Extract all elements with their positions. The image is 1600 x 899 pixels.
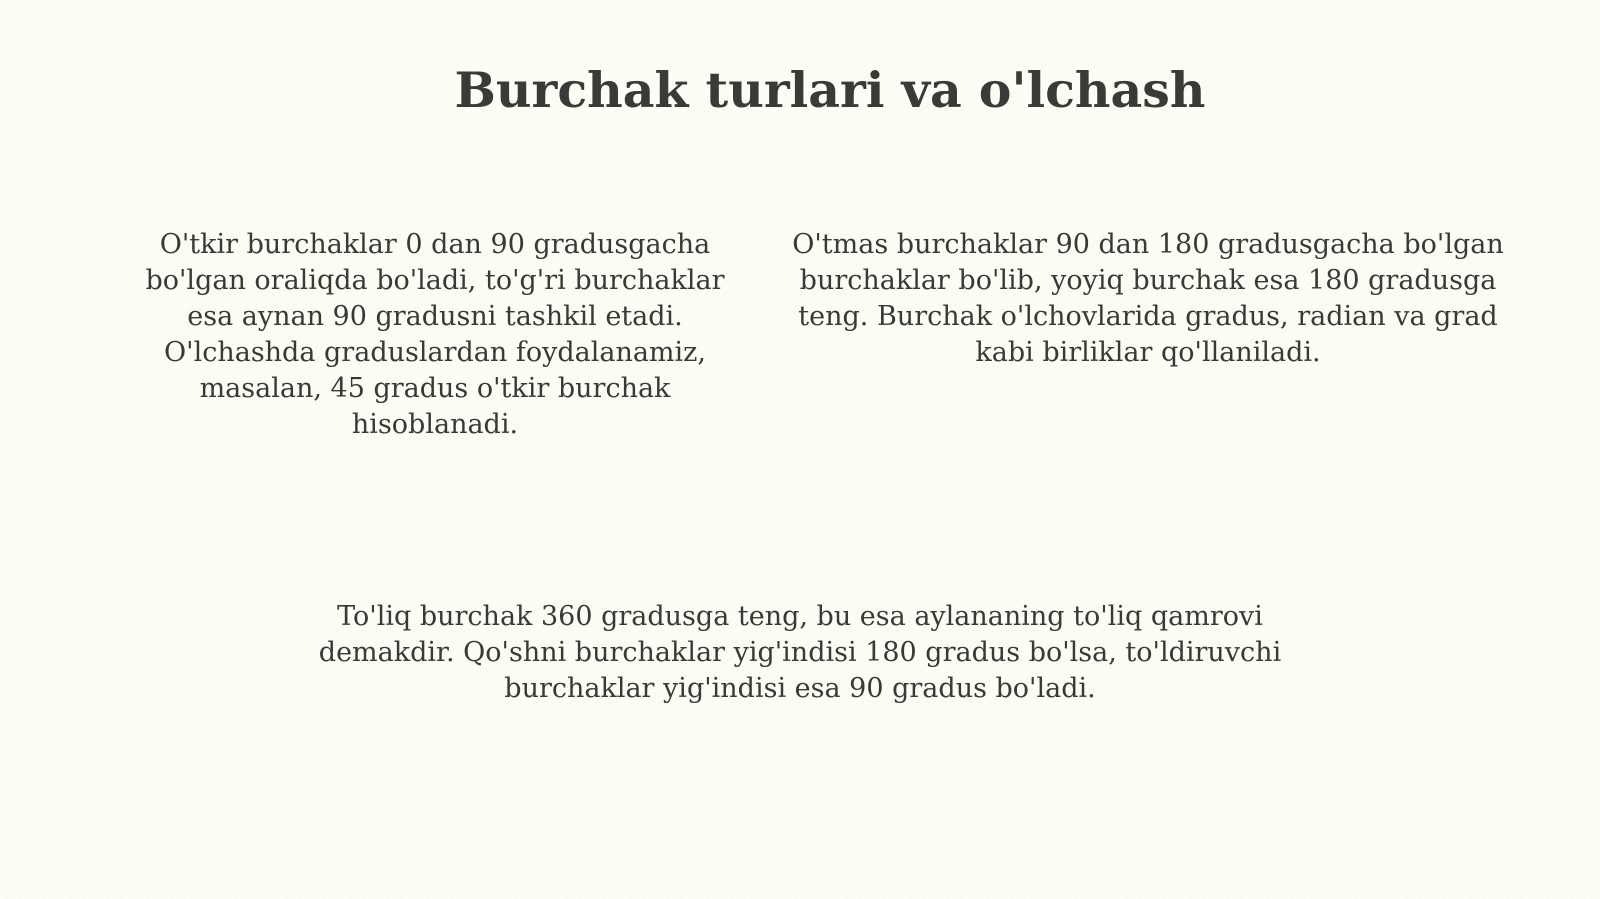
paragraph-full-angle: To'liq burchak 360 gradusga teng, bu esa aylananing to'liq qamrovi demakdir. Qo'shni burchaklar yig'indisi 180 gradus bo'lsa, to'ldiruvchi burchaklar yig'indisi esa 90 gradus bo'ladi. (318, 601, 1282, 704)
paragraph-obtuse-straight-angles: O'tmas burchaklar 90 dan 180 gradusgacha bo'lgan burchaklar bo'lib, yoyiq burchak esa 180 gradusga teng. Burchak o'lchovlarida gradus, radian va grad kabi birliklar qo'llaniladi. (792, 229, 1504, 368)
slide-title: Burchak turlari va o'lchash (454, 61, 1206, 119)
paragraph-acute-right-angles: O'tkir burchaklar 0 dan 90 gradusgacha bo'lgan oraliqda bo'ladi, to'g'ri burchaklar esa aynan 90 gradusni tashkil etadi. O'lchashda graduslardan foydalanamiz, masalan, 45 gradus o'tkir burchak hisoblanadi. (145, 229, 725, 440)
